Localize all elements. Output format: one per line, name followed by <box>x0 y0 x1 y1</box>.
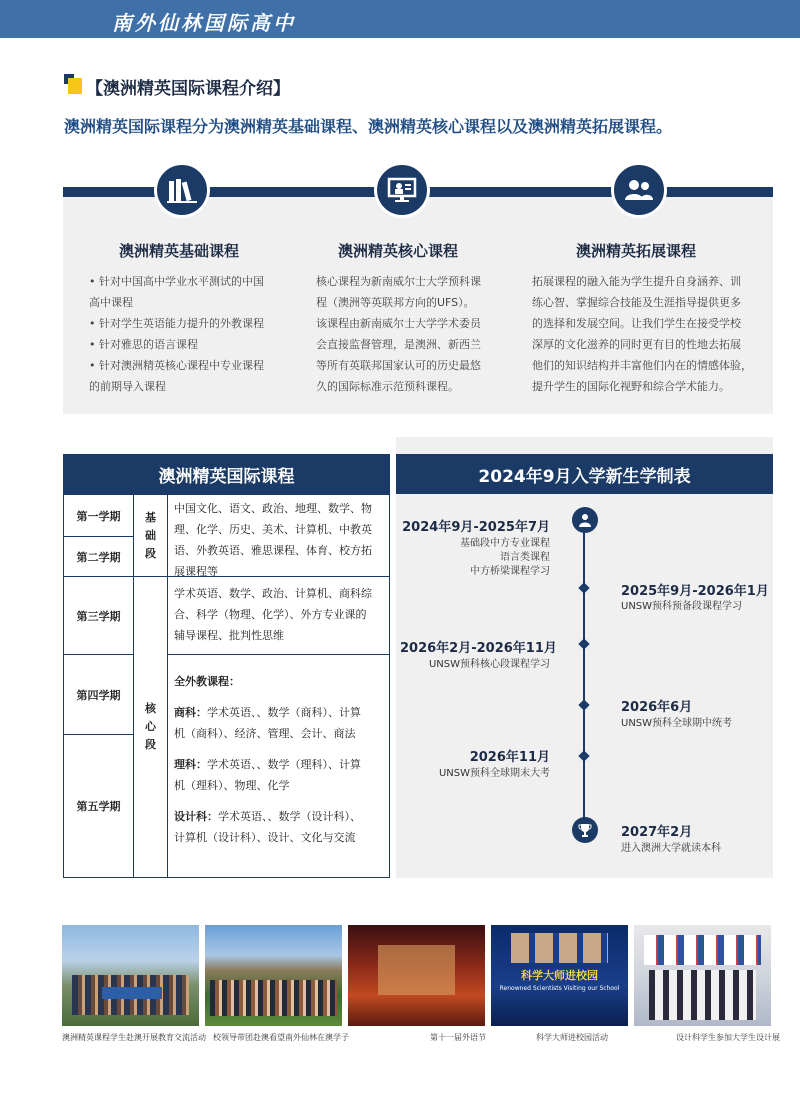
books-icon <box>154 162 210 218</box>
basic-stage-content <box>168 495 389 577</box>
group-icon <box>611 162 667 218</box>
timeline-desc: UNSW预科全球期末大考 <box>438 768 550 779</box>
timeline-date: 2026年11月 <box>469 750 550 765</box>
timeline-desc: UNSW预科预备段课程学习 <box>621 601 743 612</box>
core-course-line: 该课程由新南威尔士大学学术委员 <box>316 317 481 330</box>
extended-course <box>532 240 762 397</box>
basic-course-line: 高中课程 <box>89 296 133 309</box>
timeline-date: 2027年2月 <box>621 825 693 840</box>
core-course-line: 会直接监督管理，是澳洲、新西兰 <box>316 338 481 351</box>
stage-core-char: 核 <box>145 702 156 715</box>
semester-4: 第四学期 <box>64 655 134 735</box>
curriculum-table-title: 澳洲精英国际课程 <box>63 454 390 494</box>
timeline-date: 2025年9月-2026年1月 <box>621 584 769 599</box>
science-label: 理科： <box>174 758 207 771</box>
science-banner-sub: Renowned Scientists Visiting our School <box>499 985 620 992</box>
timeline-desc: 语言类课程 <box>500 552 550 563</box>
content-line: 中国文化、语文、政治、地理、数学、物 <box>174 502 372 515</box>
business-label: 商科： <box>174 706 207 719</box>
photo-visit <box>205 925 342 1026</box>
semester-2: 第二学期 <box>64 537 134 577</box>
design-label: 设计科： <box>174 810 218 823</box>
core-course-line: 核心课程为新南威尔士大学预科课 <box>316 275 481 288</box>
section-marker-icon <box>64 74 82 94</box>
photo-design-exhibition <box>634 925 771 1026</box>
basic-course-line: • 针对中国高中学业水平测试的中国 <box>89 275 264 288</box>
foreign-label: 全外教课程： <box>174 675 240 688</box>
core-course-title: 澳洲精英核心课程 <box>338 242 459 260</box>
content-line: 辅导课程、批判性思维 <box>174 629 284 642</box>
timeline-date: 2026年6月 <box>621 700 693 715</box>
school-logo-text: 南外仙林国际高中 <box>112 11 296 35</box>
section-intro: 澳洲精英国际课程分为澳洲精英基础课程、澳洲精英核心课程以及澳洲精英拓展课程。 <box>64 117 673 136</box>
photo-exchange <box>62 925 199 1026</box>
content-line: 展课程等 <box>174 565 218 578</box>
basic-course-line: • 针对学生英语能力提升的外教课程 <box>89 317 264 330</box>
photo-caption: 校领导带团赴澳看望南外仙林在澳学子 <box>213 1033 349 1042</box>
photo-language-festival <box>348 925 485 1026</box>
core-course-line: 等所有英联邦国家认可的历史最悠 <box>316 359 481 372</box>
stage-core <box>134 577 168 877</box>
extended-course-line: 练心智、掌握综合技能及生涯指导提供更多 <box>532 296 741 309</box>
foreign-content <box>168 655 389 877</box>
timeline-date: 2026年2月-2026年11月 <box>400 641 557 656</box>
presentation-icon <box>374 162 430 218</box>
content-line: 学术英语、、数学（商科）、计算 <box>207 706 361 719</box>
basic-course-line: • 针对澳洲精英核心课程中专业课程 <box>89 359 264 372</box>
stage-basic <box>134 495 168 577</box>
semester-1: 第一学期 <box>64 495 134 537</box>
content-line: 机（商科）、经济、管理、会计、商法 <box>174 727 356 740</box>
core-course <box>316 240 516 397</box>
semester-3: 第三学期 <box>64 577 134 655</box>
curriculum-table <box>63 494 390 878</box>
trophy-icon <box>572 817 598 843</box>
stage-basic-char: 础 <box>145 528 156 542</box>
timeline-date: 2024年9月-2025年7月 <box>402 520 550 535</box>
timeline-line <box>583 517 585 829</box>
timeline-desc: 基础段中方专业课程 <box>460 538 550 549</box>
stage-core-char: 段 <box>145 738 156 751</box>
content-line: 合、科学（物理、化学）、外方专业课的 <box>174 608 367 621</box>
photo-caption: 设计科学生参加大学生设计展 <box>676 1033 780 1042</box>
basic-course <box>89 240 289 397</box>
photo-caption: 澳洲精英课程学生赴澳开展教育交流活动 <box>62 1033 206 1042</box>
content-line: 理、化学、历史、美术、计算机、中教英 <box>174 523 372 536</box>
content-line: 计算机（设计科）、设计、文化与交流 <box>174 831 356 844</box>
content-line: 学术英语、数学、政治、计算机、商科综 <box>174 587 372 600</box>
content-line: 学术英语、、数学（设计科）、 <box>218 810 361 823</box>
photo-caption: 第十一届外语节 <box>430 1033 486 1042</box>
photo-science-masters <box>491 925 628 1026</box>
stage-basic-char: 基 <box>145 510 156 524</box>
timeline-desc: 进入澳洲大学就读本科 <box>621 843 721 854</box>
section-title: 【澳洲精英国际课程介绍】 <box>86 79 290 99</box>
content-line: 学术英语、、数学（理科）、计算 <box>207 758 361 771</box>
timeline-desc: 中方桥梁课程学习 <box>470 566 550 577</box>
extended-course-line: 他们的知识结构并丰富他们内在的情感体验， <box>532 359 752 372</box>
schedule-title: 2024年9月入学新生学制表 <box>396 454 773 494</box>
extended-course-line: 的选择和发展空间。让我们学生在接受学校 <box>532 317 741 330</box>
extended-course-line: 深厚的文化滋养的同时更有目的性地去拓展 <box>532 338 741 351</box>
sem3-content <box>168 577 389 655</box>
person-icon <box>572 507 598 533</box>
extended-course-line: 提升学生的国际化视野和综合学术能力。 <box>532 380 730 393</box>
photo-caption: 科学大师进校园活动 <box>536 1033 608 1042</box>
semester-5: 第五学期 <box>64 735 134 877</box>
stage-core-char: 心 <box>145 720 156 733</box>
content-line: 机（理科）、物理、化学 <box>174 779 290 792</box>
basic-course-line: 的前期导入课程 <box>89 380 166 393</box>
extended-course-line: 拓展课程的融入能为学生提升自身涵养、训 <box>532 275 741 288</box>
basic-course-line: • 针对雅思的语言课程 <box>89 338 198 351</box>
content-line: 语、外教英语、雅思课程、体育、校方拓 <box>174 544 372 557</box>
top-banner <box>0 0 800 38</box>
science-banner: 科学大师进校园 <box>521 969 598 982</box>
core-course-line: 程（澳洲等英联邦方向的UFS）。 <box>316 296 475 309</box>
core-course-line: 久的国际标准示范预科课程。 <box>316 380 459 393</box>
timeline-desc: UNSW预科核心段课程学习 <box>428 659 550 670</box>
stage-basic-char: 段 <box>145 546 156 560</box>
extended-course-title: 澳洲精英拓展课程 <box>576 242 697 260</box>
basic-course-title: 澳洲精英基础课程 <box>119 242 240 260</box>
timeline-desc: UNSW预科全球期中统考 <box>621 718 733 729</box>
